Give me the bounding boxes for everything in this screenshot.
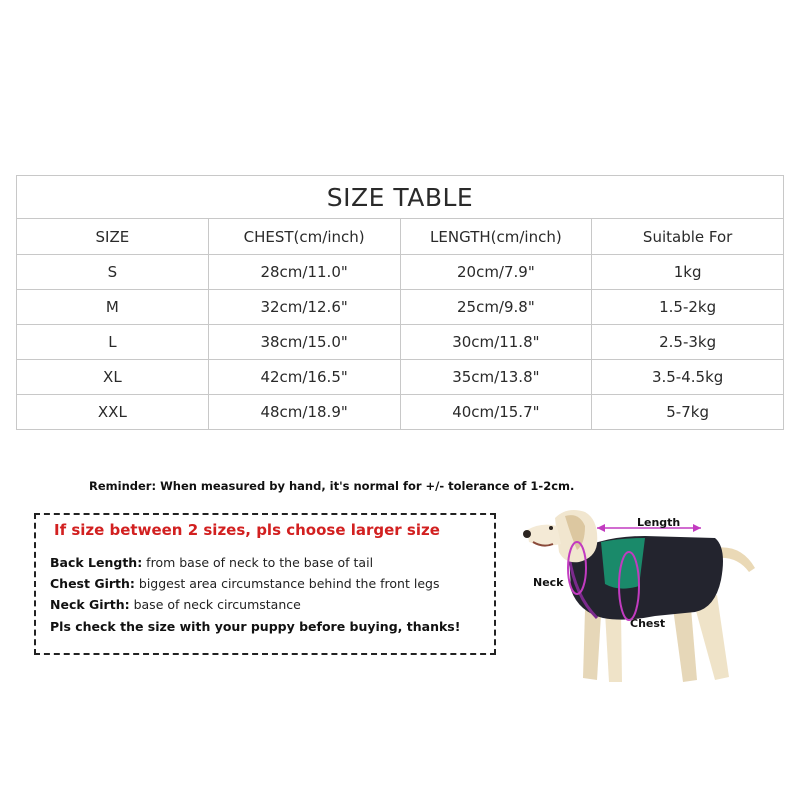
chest-label: Chest [630, 617, 666, 630]
check-size-note: Pls check the size with your puppy before buying, thanks! [50, 619, 461, 634]
dog-front-leg [583, 610, 601, 680]
cell-chest: 28cm/11.0" [208, 255, 400, 290]
cell-size: M [17, 290, 209, 325]
size-tips-box [34, 513, 496, 655]
chest-girth-text: biggest area circumstance behind the front legs [134, 576, 440, 591]
back-length-text: from base of neck to the base of tail [142, 555, 374, 570]
length-arrow-right [693, 524, 701, 532]
length-label: Length [637, 516, 681, 529]
neck-girth-label: Neck Girth: [50, 597, 130, 612]
length-arrow-left [597, 524, 605, 532]
table-row [17, 255, 784, 290]
table-row [17, 325, 784, 360]
cell-length: 35cm/13.8" [400, 360, 592, 395]
dog-eye [549, 526, 553, 530]
dog-front-leg [605, 612, 622, 682]
neck-label: Neck [533, 576, 564, 589]
cell-length: 20cm/7.9" [400, 255, 592, 290]
cell-length: 40cm/15.7" [400, 395, 592, 430]
reminder-text: Reminder: When measured by hand, it's normal for +/- tolerance of 1-2cm. [89, 479, 575, 493]
cell-size: S [17, 255, 209, 290]
table-row [17, 360, 784, 395]
dog-back-leg [673, 608, 697, 682]
back-length-label: Back Length: [50, 555, 143, 570]
cell-chest: 38cm/15.0" [208, 325, 400, 360]
dog-measurement-diagram [505, 500, 795, 700]
dog-nose [523, 530, 531, 538]
cell-suitable-for: 1kg [592, 255, 784, 290]
header-chest: CHEST(cm/inch) [208, 219, 400, 255]
cell-suitable-for: 1.5-2kg [592, 290, 784, 325]
cell-size: XL [17, 360, 209, 395]
neck-girth-text: base of neck circumstance [129, 597, 301, 612]
chest-girth-line [50, 576, 439, 591]
table-row [17, 395, 784, 430]
cell-chest: 32cm/12.6" [208, 290, 400, 325]
cell-suitable-for: 3.5-4.5kg [592, 360, 784, 395]
cell-length: 25cm/9.8" [400, 290, 592, 325]
cell-size: L [17, 325, 209, 360]
size-table [16, 175, 784, 430]
back-length-line [50, 555, 373, 570]
chest-girth-label: Chest Girth: [50, 576, 135, 591]
cell-suitable-for: 5-7kg [592, 395, 784, 430]
cell-size: XXL [17, 395, 209, 430]
table-title: SIZE TABLE [17, 176, 784, 219]
header-length: LENGTH(cm/inch) [400, 219, 592, 255]
table-header-row [17, 219, 784, 255]
header-suitable-for: Suitable For [592, 219, 784, 255]
neck-girth-line [50, 597, 301, 612]
header-size: SIZE [17, 219, 209, 255]
dog-illustration [505, 500, 795, 700]
cell-length: 30cm/11.8" [400, 325, 592, 360]
dog-muzzle [527, 525, 561, 546]
cell-chest: 42cm/16.5" [208, 360, 400, 395]
cell-chest: 48cm/18.9" [208, 395, 400, 430]
cell-suitable-for: 2.5-3kg [592, 325, 784, 360]
size-tip-title: If size between 2 sizes, pls choose larger size [54, 521, 440, 539]
table-row [17, 290, 784, 325]
